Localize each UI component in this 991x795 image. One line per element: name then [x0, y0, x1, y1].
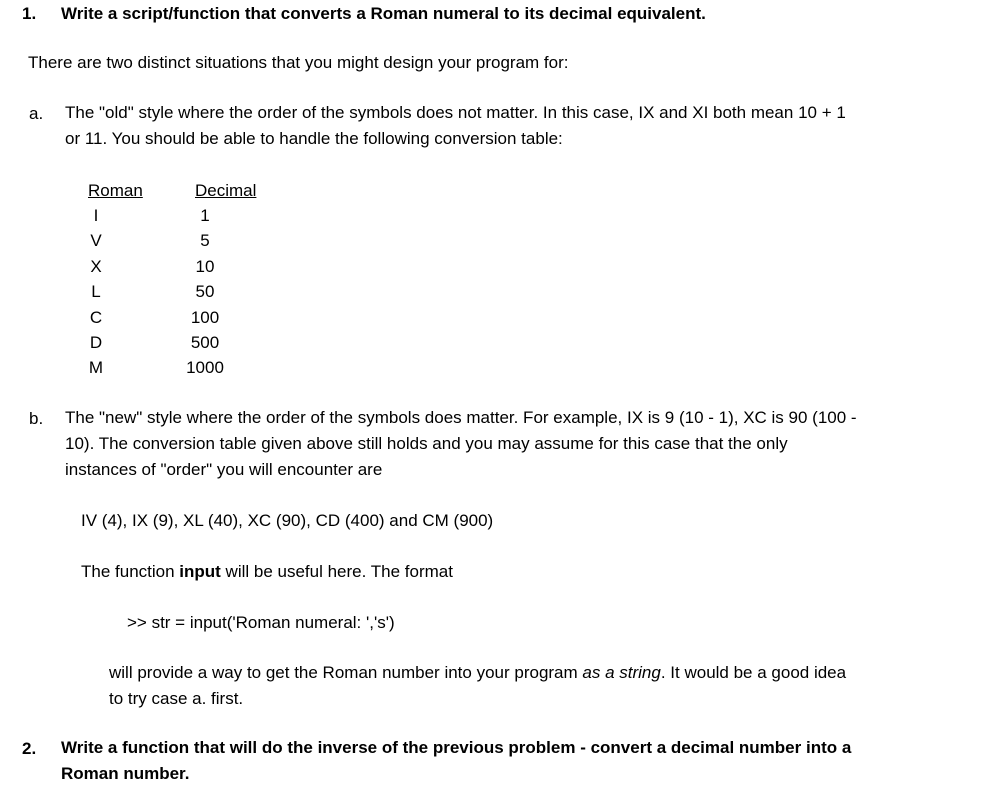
table-decimal-cell: 500 [190, 333, 220, 352]
provide-line-1 [109, 660, 846, 686]
part-a-label: a. [29, 104, 44, 123]
table-decimal-cell: 1 [200, 206, 210, 225]
provide-post: . It would be a good idea [660, 663, 847, 682]
table-decimal-cell: 1000 [186, 358, 224, 377]
question-2-line-2: Roman number. [61, 764, 190, 783]
table-roman-cell: I [93, 206, 99, 225]
part-a-line-1: The "old" style where the order of the symbols does not matter. In this case, IX and XI both mean 10 + 1 [65, 103, 846, 122]
table-decimal-cell: 10 [195, 257, 215, 276]
part-b-line-3: instances of "order" you will encounter are [65, 460, 383, 479]
provide-pre: will provide a way to get the Roman number into your program [109, 663, 583, 682]
question-2-line-1: Write a function that will do the inverse of the previous problem - convert a decimal number into a [61, 738, 852, 757]
table-header-decimal: Decimal [195, 181, 257, 200]
part-a-line-2: or 11. You should be able to handle the following conversion table: [65, 129, 563, 148]
part-b-line-2: 10). The conversion table given above still holds and you may assume for this case that the only [65, 434, 788, 453]
function-input-post: will be useful here. The format [220, 562, 453, 581]
function-input-pre: The function [81, 562, 180, 581]
table-roman-cell: C [89, 308, 103, 327]
part-a-text [65, 100, 846, 152]
question-2-number: 2. [22, 739, 37, 758]
table-roman-cell: X [90, 257, 102, 276]
question-2-text [61, 735, 851, 787]
code-example: >> str = input('Roman numeral: ','s') [127, 613, 395, 632]
provide-line-2: to try case a. first. [109, 689, 244, 708]
function-input-keyword: input [179, 562, 221, 581]
table-decimal-cell: 100 [190, 308, 220, 327]
table-header-roman: Roman [88, 181, 143, 200]
part-b-line-1: The "new" style where the order of the symbols does matter. For example, IX is 9 (10 - 1), XC is 90 (100 - [65, 408, 857, 427]
provide-italic: as a string [582, 663, 661, 682]
part-b-label: b. [29, 409, 44, 428]
order-instances: IV (4), IX (9), XL (40), XC (90), CD (400) and CM (900) [81, 511, 494, 530]
intro-text: There are two distinct situations that you might design your program for: [28, 53, 569, 72]
provide-text [109, 660, 846, 712]
question-1-title: Write a script/function that converts a Roman numeral to its decimal equivalent. [61, 4, 706, 23]
table-roman-cell: V [90, 231, 102, 250]
table-decimal-cell: 5 [200, 231, 210, 250]
table-roman-cell: L [91, 282, 101, 301]
table-decimal-cell: 50 [195, 282, 215, 301]
part-b-text [65, 405, 857, 483]
question-1-number: 1. [22, 4, 37, 23]
table-roman-cell: D [89, 333, 103, 352]
function-input-sentence [81, 562, 453, 582]
table-roman-cell: M [88, 358, 104, 377]
